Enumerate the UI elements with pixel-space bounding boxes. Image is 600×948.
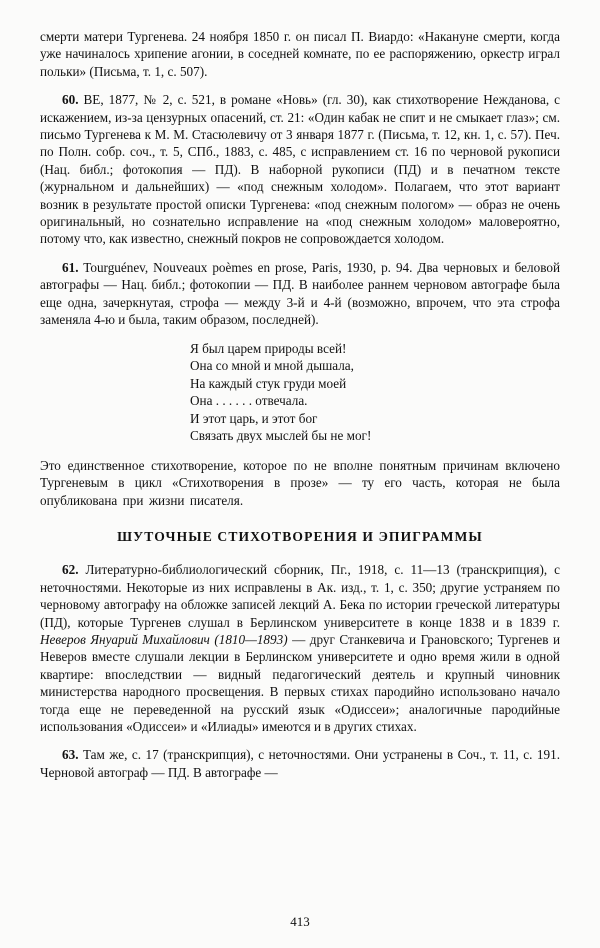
verse-line: Она со мной и мной дышала,: [190, 358, 354, 374]
page-number: 413: [290, 914, 310, 929]
verse-line: На каждый стук груди моей: [190, 375, 347, 391]
note-63-text: Там же, с. 17 (транскрипция), с неточностями. Они устранены в Соч., т. 11, с. 191. Черновой автограф — ПД. В автографе —: [40, 747, 560, 780]
note-62-text-after: — друг Станкевича и Грановского; Тургенев и Неверов вместе слушали лекции в Берлинском университете и одно время жили в одной квартире: впоследствии — видный педагогический деятель и крупный чиновник министерства народного просвещения. В первых стихах пародийно использовано начало тогда еще не переведенной на русский язык «Одиссеи»; аналогичные пародийные использования «Одиссеи» и «Илиады» имеются и в других стихах.: [40, 631, 561, 734]
note-62-number: 62.: [62, 562, 79, 578]
verse-quote: [40, 340, 560, 446]
note-61-number: 61.: [62, 259, 79, 275]
note-63: [40, 746, 560, 781]
note-60-text: ВЕ, 1877, № 2, с. 521, в романе «Новь» (гл. 30), как стихотворение Нежданова, с искажением, из-за цензурных опасений, ст. 21: «Один кабак не спит и не смыкает глаз»; см. письмо Тургенева к М. М. Стасюлевичу от 3 января 1877 г. (Письма, т. 12, кн. 1, с. 57). Печ. по Полн. собр. соч., т. 5, СПб., 1883, с. 485, с исправлением ст. 16 по черновой рукописи (Нац. библ.; фотокопия — ПД). В наборной рукописи (ПД) и в печатном тексте (журнальном и дальнейших) — «под снежным холодом». Полагаем, что этот вариант возник в результате простой описки Тургенева: «под снежным пологом» — образ не очень оригинальный, но сознательно исправление на «под снежным холодом» маловероятно, потому что, как известно, снежный покров не сопровождается холодом.: [40, 92, 561, 247]
note-62: [40, 561, 560, 735]
note-62-text-before: Литературно-библиологический сборник, Пг., 1918, с. 11—13 (транскрипция), с неточностями. Некоторые из них исправлены в Ак. изд., т. 1, с. 350; другие устраняем по черновому автографу на обложке записей лекций А. Бека по истории греческой литературы (ПД), которые Тургенев слушал в Берлинском университете в конце 1838 и в 1839 г.: [40, 562, 560, 630]
note-62-person-name: Неверов Януарий Михайлович (1810—1893): [40, 631, 288, 647]
note-60-number: 60.: [62, 92, 79, 108]
verse-line: И этот царь, и этот бог: [190, 410, 318, 426]
verse-line: Она . . . . . . отвечала.: [190, 393, 308, 409]
note-61-text: Tourguénev, Nouveaux poèmes en prose, Paris, 1930, p. 94. Два черновых и беловой автографы — Нац. библ.; фотокопии — ПД. В наиболее раннем черновом автографе была еще одна, зачеркнутая, строфа — между 3-й и 4-й (возможно, впрочем, что эта строфа заменяла 4-ю и была, таким образом, последней).: [40, 259, 560, 328]
paragraph-continuation: смерти матери Тургенева. 24 ноября 1850 г. он писал П. Виардо: «Накануне смерти, когда уже начиналось хрипение агонии, в соседней комнате, по ее распоряжению, оркестр играл польки» (Письма, т. 1, с. 507).: [40, 29, 560, 79]
paragraph-after-verse: Это единственное стихотворение, которое по не вполне понятным причинам включено Тургеневым в цикл «Стихотворения в прозе» — ту его часть, которая не была опубликована при жизни писателя.: [40, 458, 560, 508]
note-61: [40, 259, 560, 329]
note-63-number: 63.: [62, 747, 79, 763]
section-heading: ШУТОЧНЫЕ СТИХОТВОРЕНИЯ И ЭПИГРАММЫ: [117, 529, 483, 545]
verse-line: Я был царем природы всей!: [190, 340, 347, 356]
note-60: [40, 91, 560, 248]
verse-line: Связать двух мыслей бы не мог!: [190, 428, 372, 444]
